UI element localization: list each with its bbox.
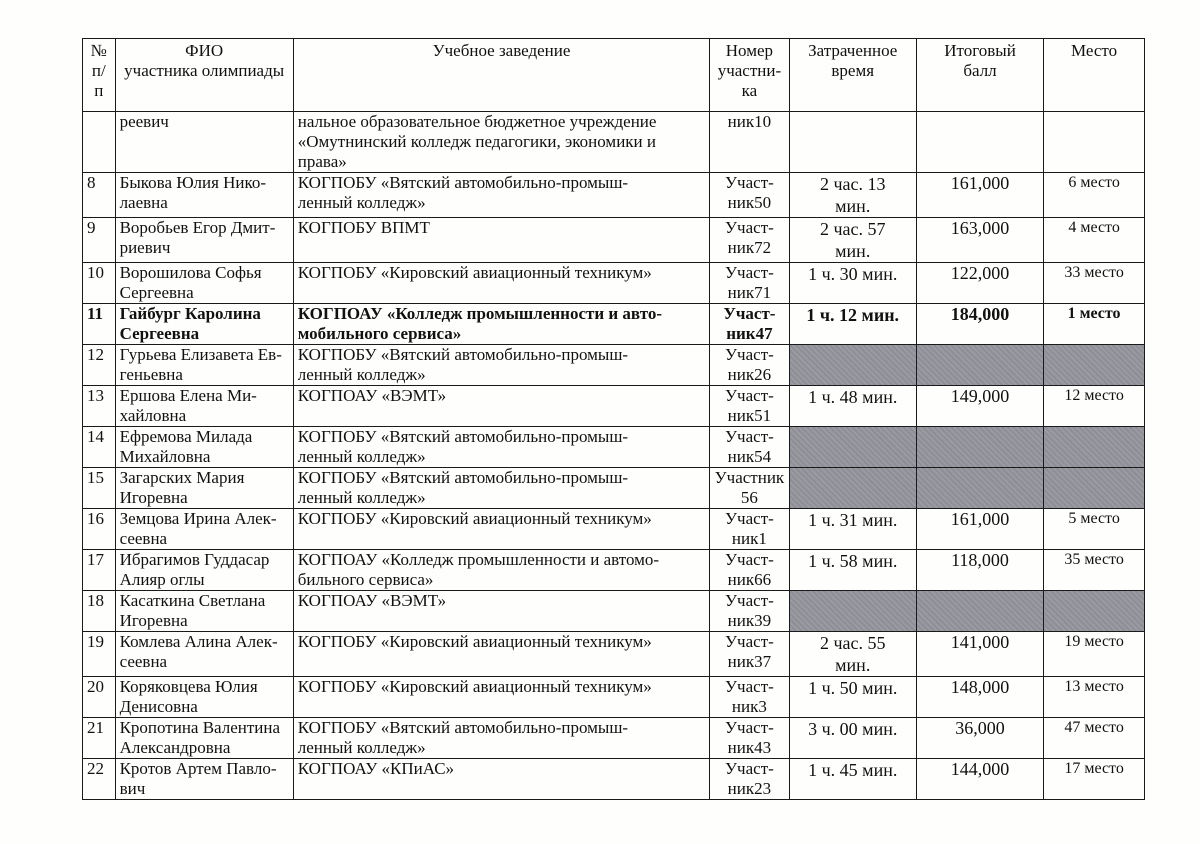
cell-time-empty [789, 591, 916, 632]
table-row [83, 677, 1145, 718]
cell-place-empty [1044, 345, 1145, 386]
table-row [83, 759, 1145, 800]
cell-place: 33 место [1044, 263, 1145, 304]
cell-time: 1 ч. 31 мин. [789, 509, 916, 550]
header-id: Номер участни- ка [710, 39, 789, 112]
header-score: Итоговый балл [916, 39, 1043, 112]
cell-score: 122,000 [916, 263, 1043, 304]
table-row [83, 263, 1145, 304]
header-fio: ФИО участника олимпиады [115, 39, 293, 112]
cell-edu: КОГПОБУ «Вятский автомобильно-промыш- ленный колледж» [293, 718, 709, 759]
cell-participant-id: Участ- ник3 [710, 677, 789, 718]
cell-time: 1 ч. 45 мин. [789, 759, 916, 800]
header-num: № п/ п [83, 39, 116, 112]
table-row [83, 427, 1145, 468]
cell-num: 17 [83, 550, 116, 591]
cell-participant-id: Участ- ник26 [710, 345, 789, 386]
cell-place-empty [1044, 468, 1145, 509]
header-time: Затраченное время [789, 39, 916, 112]
cell-participant-id: Участ- ник37 [710, 632, 789, 677]
table-row [83, 468, 1145, 509]
cell-time-empty [789, 468, 916, 509]
cell-time: 1 ч. 58 мин. [789, 550, 916, 591]
cell-fio: Касаткина Светлана Игоревна [115, 591, 293, 632]
cell-place: 13 место [1044, 677, 1145, 718]
cell-score: 161,000 [916, 173, 1043, 218]
cell-time: 3 ч. 00 мин. [789, 718, 916, 759]
results-table [82, 38, 1145, 800]
cell-place: 4 место [1044, 218, 1145, 263]
table-row [83, 386, 1145, 427]
cell-participant-id: Участ- ник66 [710, 550, 789, 591]
cell-score-empty [916, 427, 1043, 468]
cell-fio: Коряковцева Юлия Денисовна [115, 677, 293, 718]
cell-num: 20 [83, 677, 116, 718]
table-header-row [83, 39, 1145, 112]
cell-score-empty [916, 591, 1043, 632]
cell-fio: Кропотина Валентина Александровна [115, 718, 293, 759]
cell-participant-id: Участ- ник51 [710, 386, 789, 427]
table-row [83, 718, 1145, 759]
cell-fio: Гурьева Елизавета Ев- геньевна [115, 345, 293, 386]
table-row [83, 550, 1145, 591]
cell-fio: Загарских Мария Игоревна [115, 468, 293, 509]
cell-edu: КОГПОБУ ВПМТ [293, 218, 709, 263]
cell-time: 1 ч. 12 мин. [789, 304, 916, 345]
cell-num: 18 [83, 591, 116, 632]
cell-fio: Ворошилова Софья Сергеевна [115, 263, 293, 304]
cell-time-empty [789, 427, 916, 468]
cell-participant-id: Участ- ник47 [710, 304, 789, 345]
cell-place: 12 место [1044, 386, 1145, 427]
cell-edu: КОГПОБУ «Вятский автомобильно-промыш- ленный колледж» [293, 345, 709, 386]
cell-place: 19 место [1044, 632, 1145, 677]
cell-score [916, 112, 1043, 173]
table-row [83, 218, 1145, 263]
cell-fio: Комлева Алина Алек- сеевна [115, 632, 293, 677]
cell-num: 15 [83, 468, 116, 509]
cell-num: 22 [83, 759, 116, 800]
cell-time: 2 час. 55 мин. [789, 632, 916, 677]
cell-place-empty [1044, 427, 1145, 468]
table-row-winner [83, 304, 1145, 345]
cell-score: 148,000 [916, 677, 1043, 718]
cell-score: 36,000 [916, 718, 1043, 759]
cell-time [789, 112, 916, 173]
cell-edu: КОГПОАУ «КПиАС» [293, 759, 709, 800]
cell-fio: Кротов Артем Павло- вич [115, 759, 293, 800]
cell-score-empty [916, 468, 1043, 509]
cell-participant-id: Участ- ник50 [710, 173, 789, 218]
cell-participant-id: Участ- ник54 [710, 427, 789, 468]
cell-num: 8 [83, 173, 116, 218]
cell-time-empty [789, 345, 916, 386]
cell-score: 118,000 [916, 550, 1043, 591]
cell-participant-id: Участ- ник39 [710, 591, 789, 632]
cell-edu: КОГПОАУ «ВЭМТ» [293, 591, 709, 632]
cell-time: 2 час. 13 мин. [789, 173, 916, 218]
cell-num: 21 [83, 718, 116, 759]
cell-time: 2 час. 57 мин. [789, 218, 916, 263]
cell-participant-id: Участ- ник43 [710, 718, 789, 759]
cell-edu: КОГПОБУ «Вятский автомобильно-промыш- ленный колледж» [293, 427, 709, 468]
header-place: Место [1044, 39, 1145, 112]
table-row [83, 112, 1145, 173]
cell-participant-id: Участ- ник1 [710, 509, 789, 550]
cell-place: 1 место [1044, 304, 1145, 345]
cell-num: 10 [83, 263, 116, 304]
cell-participant-id: Участник 56 [710, 468, 789, 509]
table-row [83, 591, 1145, 632]
cell-fio: Быкова Юлия Нико- лаевна [115, 173, 293, 218]
cell-participant-id: Участ- ник71 [710, 263, 789, 304]
cell-edu: КОГПОАУ «Колледж промышленности и автомо- бильного сервиса» [293, 550, 709, 591]
cell-place-empty [1044, 591, 1145, 632]
cell-place: 47 место [1044, 718, 1145, 759]
cell-score: 141,000 [916, 632, 1043, 677]
table-row [83, 345, 1145, 386]
cell-score: 149,000 [916, 386, 1043, 427]
cell-place: 35 место [1044, 550, 1145, 591]
cell-score: 163,000 [916, 218, 1043, 263]
cell-time: 1 ч. 50 мин. [789, 677, 916, 718]
cell-edu: КОГПОБУ «Вятский автомобильно-промыш- ленный колледж» [293, 173, 709, 218]
cell-participant-id: Участ- ник23 [710, 759, 789, 800]
cell-edu: КОГПОБУ «Кировский авиационный техникум» [293, 677, 709, 718]
table-row [83, 509, 1145, 550]
cell-score: 161,000 [916, 509, 1043, 550]
cell-fio: Ершова Елена Ми- хайловна [115, 386, 293, 427]
cell-participant-id: ник10 [710, 112, 789, 173]
cell-time: 1 ч. 30 мин. [789, 263, 916, 304]
cell-edu: КОГПОБУ «Кировский авиационный техникум» [293, 263, 709, 304]
cell-place: 6 место [1044, 173, 1145, 218]
cell-fio: Ефремова Милада Михайловна [115, 427, 293, 468]
cell-fio: Гайбург Каролина Сергеевна [115, 304, 293, 345]
cell-num: 19 [83, 632, 116, 677]
cell-score: 144,000 [916, 759, 1043, 800]
cell-edu: КОГПОБУ «Вятский автомобильно-промыш- ленный колледж» [293, 468, 709, 509]
cell-num: 14 [83, 427, 116, 468]
cell-num: 11 [83, 304, 116, 345]
table-row [83, 632, 1145, 677]
cell-score: 184,000 [916, 304, 1043, 345]
cell-fio: Воробьев Егор Дмит- риевич [115, 218, 293, 263]
cell-num: 12 [83, 345, 116, 386]
cell-fio: Земцова Ирина Алек- сеевна [115, 509, 293, 550]
cell-score-empty [916, 345, 1043, 386]
cell-fio: реевич [115, 112, 293, 173]
cell-edu: КОГПОБУ «Кировский авиационный техникум» [293, 509, 709, 550]
cell-edu: КОГПОАУ «Колледж промышленности и авто- мобильного сервиса» [293, 304, 709, 345]
cell-place: 5 место [1044, 509, 1145, 550]
cell-num: 13 [83, 386, 116, 427]
cell-time: 1 ч. 48 мин. [789, 386, 916, 427]
cell-num: 9 [83, 218, 116, 263]
cell-edu: КОГПОАУ «ВЭМТ» [293, 386, 709, 427]
cell-place: 17 место [1044, 759, 1145, 800]
cell-fio: Ибрагимов Гуддасар Алияр оглы [115, 550, 293, 591]
cell-participant-id: Участ- ник72 [710, 218, 789, 263]
cell-edu: нальное образовательное бюджетное учреждение «Омутнинский колледж педагогики, экономики и права» [293, 112, 709, 173]
header-edu: Учебное заведение [293, 39, 709, 112]
cell-place [1044, 112, 1145, 173]
table-row [83, 173, 1145, 218]
cell-num [83, 112, 116, 173]
cell-edu: КОГПОБУ «Кировский авиационный техникум» [293, 632, 709, 677]
cell-num: 16 [83, 509, 116, 550]
